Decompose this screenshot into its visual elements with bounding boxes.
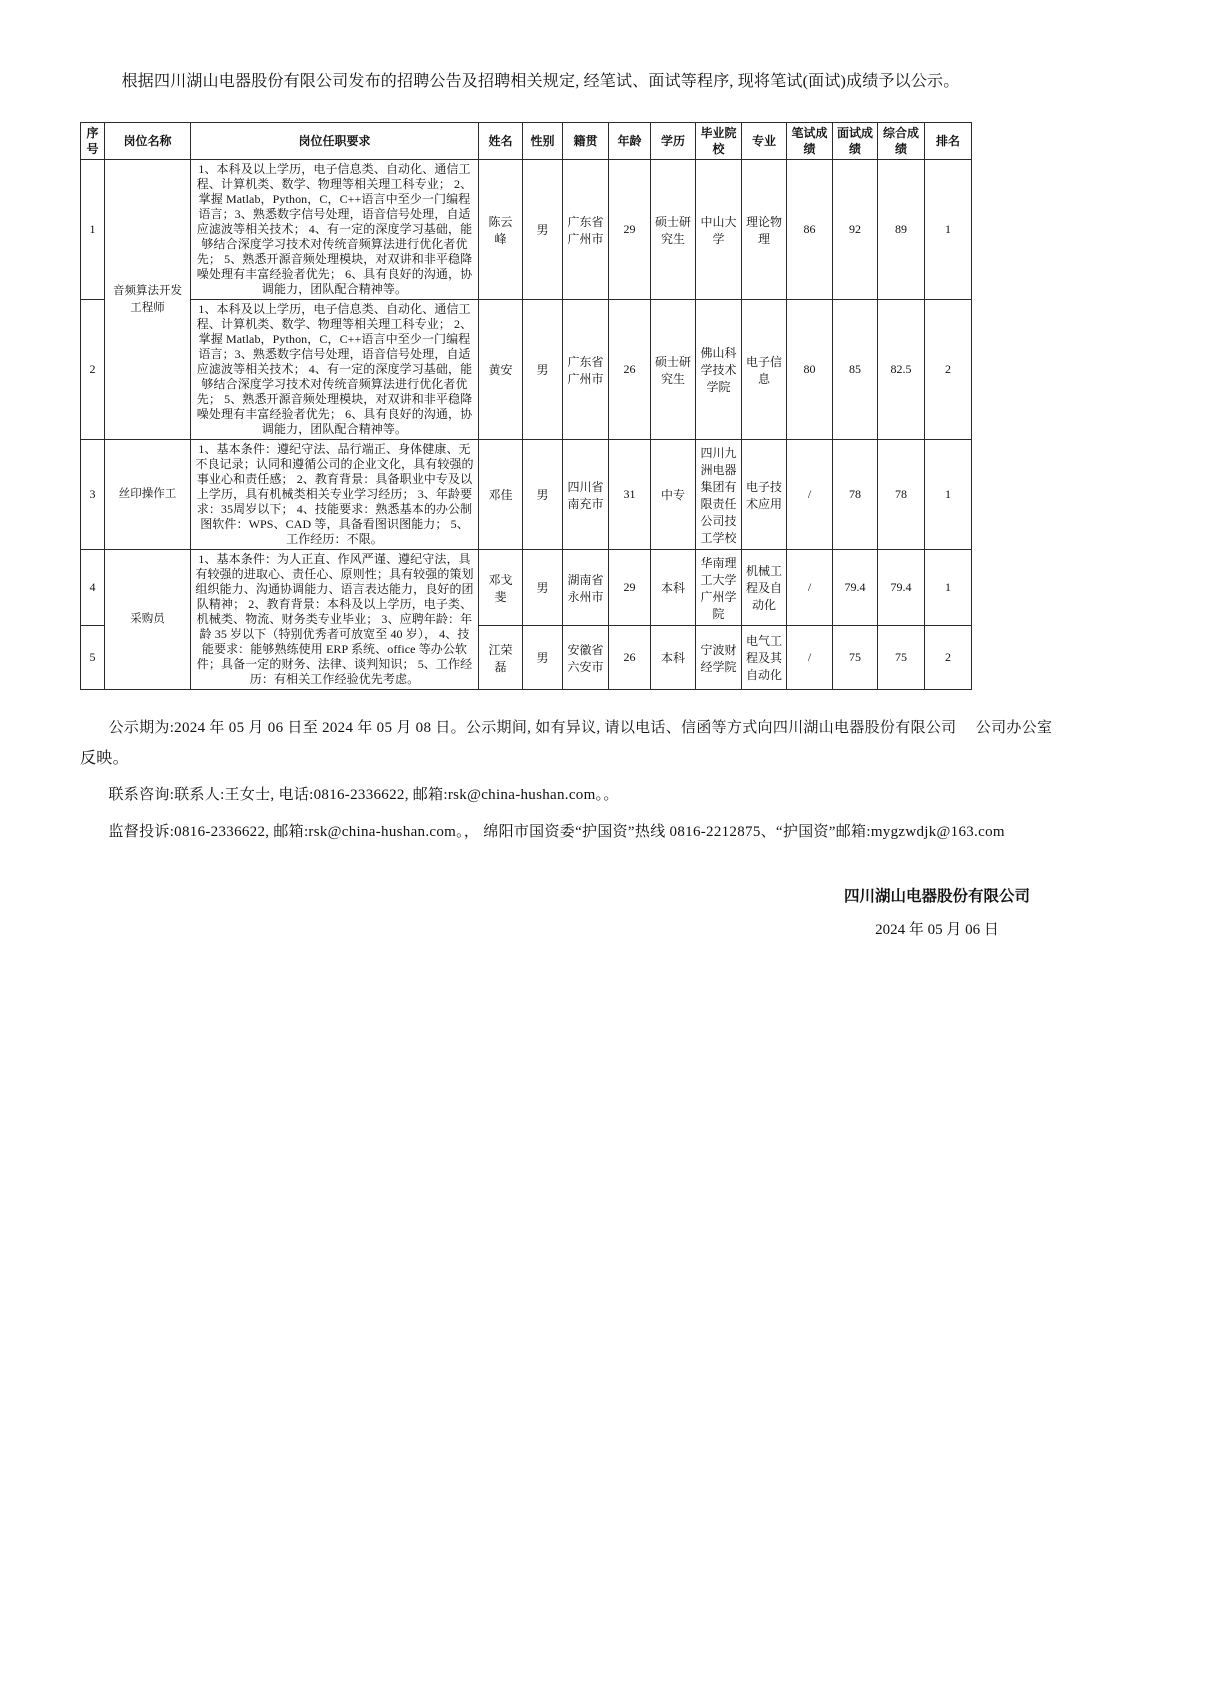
cell-position-silk-print-operator: 丝印操作工	[105, 440, 191, 550]
cell-written-score: /	[787, 626, 833, 690]
cell-rank: 1	[925, 550, 972, 626]
cell-rank: 1	[925, 440, 972, 550]
cell-written-score: 86	[787, 160, 833, 300]
table-row-1	[81, 160, 972, 300]
cell-hometown: 四川省南充市	[563, 440, 609, 550]
cell-major: 电气工程及其自动化	[742, 626, 787, 690]
cell-education: 硕士研究生	[651, 160, 696, 300]
cell-interview-score: 85	[833, 300, 878, 440]
header-school: 毕业院校	[696, 123, 742, 160]
cell-education: 中专	[651, 440, 696, 550]
cell-education: 本科	[651, 550, 696, 626]
cell-hometown: 安徽省六安市	[563, 626, 609, 690]
cell-written-score: /	[787, 550, 833, 626]
cell-education: 本科	[651, 626, 696, 690]
footer-block	[80, 717, 1128, 844]
cell-hometown: 广东省广州市	[563, 300, 609, 440]
header-interview-score: 面试成绩	[833, 123, 878, 160]
cell-gender: 男	[523, 626, 563, 690]
cell-rank: 1	[925, 160, 972, 300]
cell-age: 29	[609, 160, 651, 300]
results-table	[80, 122, 972, 690]
cell-requirements: 1、本科及以上学历，电子信息类、自动化、通信工程、计算机类、数学、物理等相关理工科专业； 2、掌握 Matlab，Python，C，C++语言中至少一门编程语言；3、熟悉数字信号处理，语音信号处理，自适应滤波等相关技术； 4、有一定的深度学习基础，能够结合深度学习技术对传统音频算法进行优化者优先； 5、熟悉开源音频处理模块，对双讲和非平稳降噪处理有丰富经验者优先； 6、具有良好的沟通，协调能力，团队配合精神等。	[191, 300, 479, 440]
cell-major: 机械工程及自动化	[742, 550, 787, 626]
cell-overall-score: 82.5	[878, 300, 925, 440]
header-written-score: 笔试成绩	[787, 123, 833, 160]
cell-school: 宁波财经学院	[696, 626, 742, 690]
table-row-2	[81, 300, 972, 440]
cell-index: 2	[81, 300, 105, 440]
header-overall-score: 综合成绩	[878, 123, 925, 160]
cell-age: 29	[609, 550, 651, 626]
cell-name: 陈云峰	[479, 160, 523, 300]
cell-overall-score: 79.4	[878, 550, 925, 626]
cell-name: 邓戈斐	[479, 550, 523, 626]
cell-requirements: 1、基本条件：为人正直、作风严谨、遵纪守法，具有较强的进取心、责任心、原则性；具有较强的策划组织能力、沟通协调能力、语言表达能力，良好的团队精神； 2、教育背景：本科及以上学历，电子类、机械类、物流、财务类专业毕业； 3、应聘年龄：年龄 35 岁以下（特别优秀者可放宽至 40 岁）， 4、技能要求：能够熟练使用 ERP 系统、office 等办公软件；具备一定的财务、法律、谈判知识； 5、工作经历：有相关工作经验优先考虑。	[191, 550, 479, 690]
header-rank: 排名	[925, 123, 972, 160]
header-education: 学历	[651, 123, 696, 160]
cell-index: 1	[81, 160, 105, 300]
cell-hometown: 湖南省永州市	[563, 550, 609, 626]
cell-age: 31	[609, 440, 651, 550]
cell-interview-score: 79.4	[833, 550, 878, 626]
cell-index: 5	[81, 626, 105, 690]
cell-name: 邓佳	[479, 440, 523, 550]
cell-name: 黄安	[479, 300, 523, 440]
cell-requirements: 1、本科及以上学历，电子信息类、自动化、通信工程、计算机类、数学、物理等相关理工科专业； 2、掌握 Matlab，Python，C，C++语言中至少一门编程语言；3、熟悉数字信号处理，语音信号处理，自适应滤波等相关技术； 4、有一定的深度学习基础，能够结合深度学习技术对传统音频算法进行优化者优先； 5、熟悉开源音频处理模块，对双讲和非平稳降噪处理有丰富经验者优先； 6、具有良好的沟通，协调能力，团队配合精神等。	[191, 160, 479, 300]
cell-index: 4	[81, 550, 105, 626]
cell-school: 佛山科学技术学院	[696, 300, 742, 440]
cell-interview-score: 78	[833, 440, 878, 550]
cell-written-score: /	[787, 440, 833, 550]
contact-info-text: 联系咨询:联系人:王女士, 电话:0816-2336622, 邮箱:rsk@china-hushan.com。。	[108, 787, 619, 804]
cell-age: 26	[609, 626, 651, 690]
cell-major: 电子信息	[742, 300, 787, 440]
supervision-info-text: 监督投诉:0816-2336622, 邮箱:rsk@china-hushan.com。， 绵阳市国资委“护国资”热线 0816-2212875、“护国资”邮箱:mygzwdjk@163.com	[108, 823, 1005, 840]
table-header-row	[81, 123, 972, 160]
cell-name: 江荣磊	[479, 626, 523, 690]
cell-school: 四川九洲电器集团有限责任公司技工学校	[696, 440, 742, 550]
intro-paragraph: 根据四川湖山电器股份有限公司发布的招聘公告及招聘相关规定, 经笔试、面试等程序, 现将笔试(面试)成绩予以公示。	[121, 73, 960, 90]
publicity-period-text: 公示期为:2024 年 05 月 06 日至 2024 年 05 月 08 日。公示期间, 如有异议, 请以电话、信函等方式向四川湖山电器股份有限公司 公司办公室	[108, 720, 1053, 737]
header-gender: 性别	[523, 123, 563, 160]
cell-overall-score: 89	[878, 160, 925, 300]
header-name: 姓名	[479, 123, 523, 160]
publish-date: 2024 年 05 月 06 日	[875, 921, 999, 938]
cell-position-audio-engineer: 音频算法开发工程师	[105, 160, 191, 440]
cell-interview-score: 92	[833, 160, 878, 300]
cell-hometown: 广东省广州市	[563, 160, 609, 300]
header-age: 年龄	[609, 123, 651, 160]
cell-overall-score: 78	[878, 440, 925, 550]
cell-gender: 男	[523, 440, 563, 550]
table-row-4	[81, 550, 972, 626]
table-row-3	[81, 440, 972, 550]
cell-gender: 男	[523, 160, 563, 300]
cell-education: 硕士研究生	[651, 300, 696, 440]
cell-age: 26	[609, 300, 651, 440]
cell-major: 理论物理	[742, 160, 787, 300]
publicity-period-text-wrap: 反映。	[80, 749, 129, 767]
cell-major: 电子技术应用	[742, 440, 787, 550]
cell-school: 中山大学	[696, 160, 742, 300]
cell-school: 华南理工大学广州学院	[696, 550, 742, 626]
cell-requirements: 1、基本条件：遵纪守法、品行端正、身体健康、无不良记录；认同和遵循公司的企业文化，具有较强的事业心和责任感； 2、教育背景：具备职业中专及以上学历，具有机械类相关专业学习经历； 3、年龄要求：35周岁以下； 4、技能要求：熟悉基本的办公制图软件：WPS、CAD 等，具备看图识图能力； 5、工作经历：不限。	[191, 440, 479, 550]
cell-written-score: 80	[787, 300, 833, 440]
cell-index: 3	[81, 440, 105, 550]
cell-overall-score: 75	[878, 626, 925, 690]
signature-block	[844, 884, 1030, 939]
header-position: 岗位名称	[105, 123, 191, 160]
header-major: 专业	[742, 123, 787, 160]
header-index: 序号	[81, 123, 105, 160]
header-hometown: 籍贯	[563, 123, 609, 160]
cell-rank: 2	[925, 300, 972, 440]
company-name: 四川湖山电器股份有限公司	[843, 887, 1030, 905]
cell-interview-score: 75	[833, 626, 878, 690]
cell-rank: 2	[925, 626, 972, 690]
cell-position-buyer: 采购员	[105, 550, 191, 690]
cell-gender: 男	[523, 550, 563, 626]
header-requirements: 岗位任职要求	[191, 123, 479, 160]
cell-gender: 男	[523, 300, 563, 440]
